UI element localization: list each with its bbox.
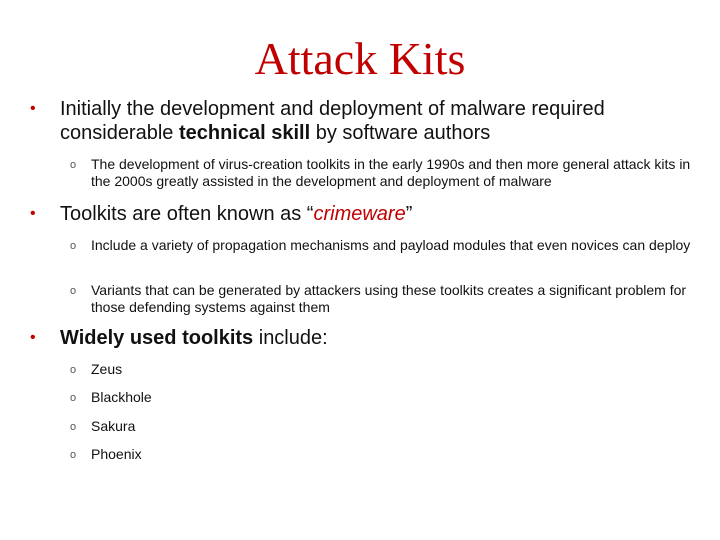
sub-bullet-marker: o	[70, 421, 77, 433]
toolkit-name: Zeus	[91, 361, 123, 377]
sub-bullet-text: Variants that can be generated by attackers using these toolkits creates a significant problem for those defending systems against them	[91, 282, 687, 315]
sub-bullet-marker: o	[70, 285, 77, 297]
bullet-marker: •	[30, 100, 36, 117]
slide-title: Attack Kits	[254, 33, 466, 84]
bullet-text-bold: technical skill	[178, 122, 311, 144]
sub-bullet-item	[70, 237, 691, 254]
bullet-text: by software authors	[310, 122, 491, 144]
bullet-item-3	[30, 326, 690, 350]
sub-bullet-marker: o	[70, 449, 77, 461]
bullet-item-2	[30, 202, 690, 226]
toolkit-name: Blackhole	[91, 389, 152, 405]
toolkit-item-zeus	[70, 361, 691, 378]
bullet-text: Toolkits are often known as “	[60, 203, 314, 225]
sub-bullet-marker: o	[70, 364, 77, 376]
bullet-marker: •	[30, 329, 36, 346]
sub-bullet-text: The development of virus-creation toolkits in the early 1990s and then more general attack kits in the 2000s greatly assisted in the development and deployment of malware	[91, 156, 691, 189]
toolkit-item-phoenix	[70, 446, 691, 463]
sub-bullet-marker: o	[70, 240, 77, 252]
sub-bullet-item	[70, 156, 691, 190]
toolkit-item-blackhole	[70, 389, 691, 406]
sub-bullet-marker: o	[70, 159, 77, 171]
sub-bullet-item	[70, 282, 691, 316]
bullet-text: include:	[253, 327, 328, 349]
sub-bullet-text: Include a variety of propagation mechanisms and payload modules that even novices can deploy	[91, 237, 691, 253]
bullet-text: Initially the development and deployment of malware required considerable	[60, 98, 605, 144]
sub-bullet-marker: o	[70, 392, 77, 404]
bullet-item-1	[30, 97, 690, 145]
toolkit-name: Phoenix	[91, 446, 142, 462]
toolkit-name: Sakura	[91, 418, 136, 434]
bullet-text-bold: Widely used toolkits	[60, 327, 254, 349]
bullet-text-italic: crimeware	[313, 203, 406, 225]
bullet-marker: •	[30, 205, 36, 222]
bullet-text: ”	[405, 203, 413, 225]
toolkit-item-sakura	[70, 418, 691, 435]
